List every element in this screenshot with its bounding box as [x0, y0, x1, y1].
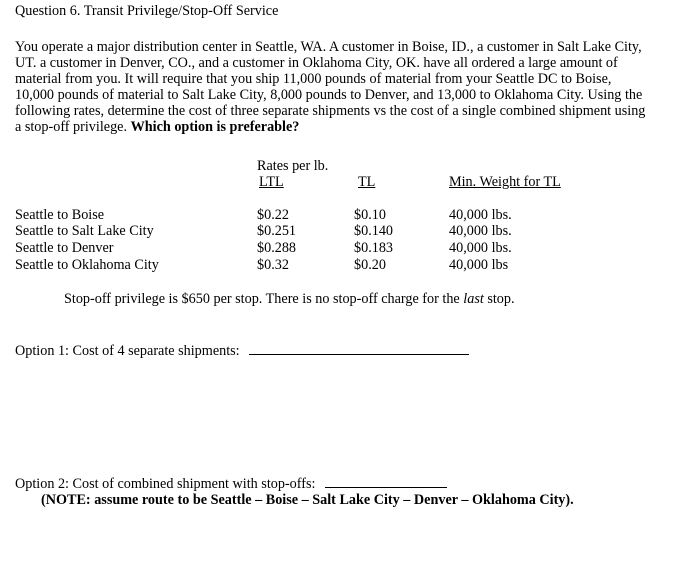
option2-answer-blank[interactable]	[325, 475, 447, 488]
paragraph-last-line	[15, 119, 678, 135]
option1-answer-blank[interactable]	[249, 342, 469, 355]
route-cell: Seattle to Boise	[15, 207, 105, 223]
option2-label: Option 2: Cost of combined shipment with stop-offs:	[15, 476, 316, 492]
min-weight-cell: 40,000 lbs.	[449, 207, 512, 223]
question-title: Question 6. Transit Privilege/Stop-Off Service	[15, 3, 279, 19]
stopoff-text: Stop-off privilege is $650 per stop. There is no stop-off charge for the	[64, 291, 464, 307]
route-cell: Seattle to Oklahoma City	[15, 257, 159, 273]
option2-line	[15, 475, 447, 492]
min-weight-cell: 40,000 lbs	[449, 257, 509, 273]
stopoff-text-end: stop.	[483, 291, 515, 307]
table-row	[0, 223, 685, 239]
paragraph-line: You operate a major distribution center in Seattle, WA. A customer in Boise, ID., a customer in Salt Lake City,	[15, 39, 642, 55]
option1-line	[15, 342, 469, 359]
problem-paragraph	[15, 39, 678, 135]
ltl-cell: $0.251	[257, 223, 297, 239]
ltl-cell: $0.22	[257, 207, 289, 223]
question-prompt: Which option is preferable?	[130, 119, 300, 135]
table-row	[0, 257, 685, 273]
tl-cell: $0.140	[354, 223, 394, 239]
tl-header: TL	[358, 174, 376, 190]
stopoff-note	[64, 291, 515, 307]
tl-cell: $0.10	[354, 207, 386, 223]
ltl-cell: $0.288	[257, 240, 297, 256]
paragraph-line: material from you. It will require that you ship 11,000 pounds of material from your Seattle DC to Boise,	[15, 71, 612, 87]
tl-cell: $0.183	[354, 240, 394, 256]
paragraph-text: a stop-off privilege.	[15, 119, 131, 135]
rates-label: Rates per lb.	[257, 158, 329, 174]
paragraph-line: UT. a customer in Denver, CO., and a customer in Oklahoma City, OK. have all ordered a large amount of	[15, 55, 618, 71]
paragraph-line: following rates, determine the cost of three separate shipments vs the cost of a single combined shipment using	[15, 103, 646, 119]
route-cell: Seattle to Denver	[15, 240, 114, 256]
min-weight-cell: 40,000 lbs.	[449, 223, 512, 239]
tl-cell: $0.20	[354, 257, 386, 273]
option1-label: Option 1: Cost of 4 separate shipments:	[15, 343, 240, 359]
ltl-header: LTL	[259, 174, 284, 190]
stopoff-emphasis: last	[463, 291, 484, 307]
table-row	[0, 240, 685, 256]
route-cell: Seattle to Salt Lake City	[15, 223, 154, 239]
min-weight-cell: 40,000 lbs.	[449, 240, 512, 256]
min-weight-header: Min. Weight for TL	[449, 174, 561, 190]
table-row	[0, 207, 685, 223]
rates-header-row	[0, 174, 685, 190]
option2-note: (NOTE: assume route to be Seattle – Boise – Salt Lake City – Denver – Oklahoma City).	[41, 492, 574, 508]
paragraph-line: 10,000 pounds of material to Salt Lake City, 8,000 pounds to Denver, and 13,000 to Oklahoma City. Using the	[15, 87, 643, 103]
ltl-cell: $0.32	[257, 257, 289, 273]
